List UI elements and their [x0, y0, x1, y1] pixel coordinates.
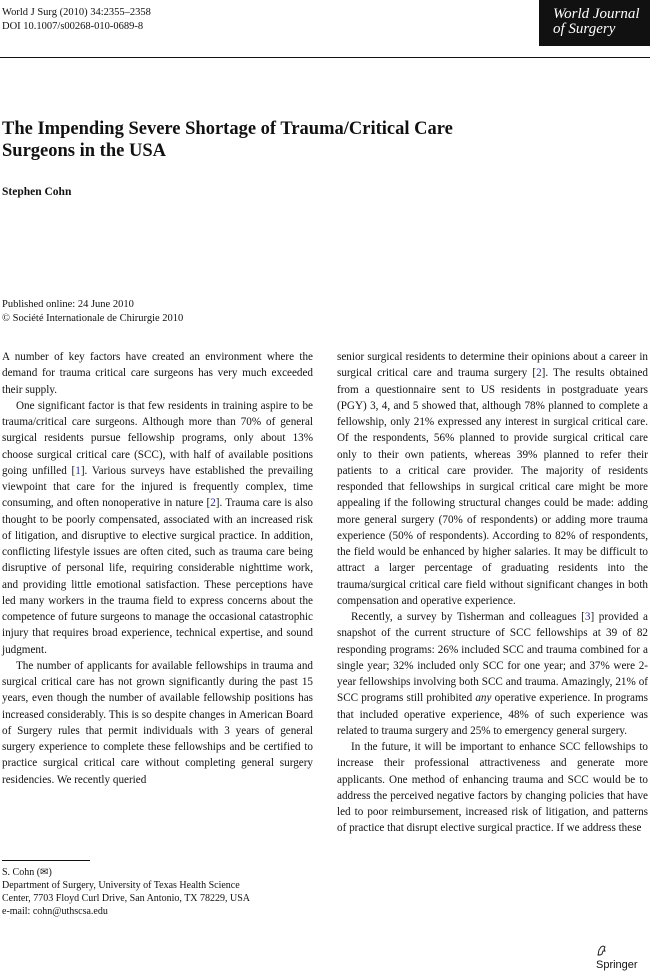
paragraph: The number of applicants for available fellowships in trauma and surgical critical care has not grown significantly during the past 15 years, even though the number of available fellowship positions has increased considerably. This is so despite changes in American Board of Surgery rules that permit individuals with 3 years of general surgery experience to complete these fellowships and be certified to practice surgical critical care without completing general surgery residencies. We recently queried: [2, 659, 313, 786]
horse-logo-icon: [596, 945, 607, 959]
doi: DOI 10.1007/s00268-010-0689-8: [2, 21, 144, 32]
paragraph-text: ]. Various surveys have established the prevailing viewpoint that care for the injured is frequently complex, time consuming, and often nonoperative in nature [: [2, 464, 314, 510]
body-column-right: [337, 349, 648, 837]
author-affiliation: [2, 866, 250, 918]
logo-line-2: of Surgery: [553, 21, 616, 37]
affiliation-dept: Department of Surgery, University of Texas Health Science: [2, 880, 240, 891]
logo-line-1: World Journal: [553, 6, 640, 22]
reference-link[interactable]: 1: [75, 464, 81, 477]
journal-citation: World J Surg (2010) 34:2355–2358: [2, 7, 151, 18]
header-divider: [0, 57, 650, 58]
reference-link[interactable]: 2: [536, 367, 542, 380]
paragraph: [2, 398, 313, 658]
reference-link[interactable]: 3: [584, 611, 591, 623]
paragraph-text: Recently, a survey by Tisherman and colleagues [: [351, 611, 585, 623]
body-column-left: [2, 349, 313, 788]
copyright: © Société Internationale de Chirurgie 2010: [2, 313, 184, 324]
published-date: Published online: 24 June 2010: [2, 299, 134, 310]
publication-info: [2, 298, 183, 326]
paragraph: [337, 349, 648, 609]
affiliation-email[interactable]: e-mail: cohn@uthscsa.edu: [2, 906, 108, 917]
paragraph: [337, 609, 648, 739]
paragraph-text: ]. The results obtained from a questionnaire sent to US residents in postgraduate years (PGY) 3, 4, and 5 showed that, although 78% planned to complete a fellowship, only 21% expressed any interest in surgical critical care. Of the respondents, 56% planned to provide surgical critical care only to their own patients, whereas 39% planned to refer their patients to a critical care provider. The majority of residents responded that fellowships in surgical critical care might be more appealing if the following structural changes could be made: adding more general surgery (70% of respondents) or adding more trauma experience (50% of respondents). According to 82% of respondents, the field would be enhanced by higher salaries. It may be difficult to attract a larger percentage of graduating residents into the trauma/surgical critical care field without significant changes in both compensation and operative experience.: [337, 367, 648, 607]
title-line-2: Surgeons in the USA: [2, 141, 166, 161]
paragraph: In the future, it will be important to enhance SCC fellowships to increase their professional attractiveness and generate more applicants. One method of enhancing trauma and SCC would be to address the perceived negative factors by changing policies that have led to poor reimbursement, increased risk of litigation, and patterns of practice that disrupt elective surgical practice. If we address these: [337, 741, 648, 835]
reference-link[interactable]: 2: [210, 497, 216, 510]
footnote-divider: [2, 860, 90, 861]
paragraph-text: operative experience. In programs that included operative experience, 48% of such experience was related to trauma surgery and 25% to emergency general surgery.: [337, 692, 648, 737]
publisher-mark: [596, 945, 650, 971]
publisher-name: Springer: [596, 959, 638, 971]
journal-header: [2, 6, 151, 34]
journal-logo: [539, 0, 650, 46]
paragraph-text: One significant factor is that few residents in training aspire to be trauma/critical care surgeons. Although more than 70% of general surgical residents pursue fellowship programs, only about 13% choose surgical critical care (SCC), with half of available positions going unfilled [: [2, 399, 313, 477]
paragraph: A number of key factors have created an environment where the demand for trauma critical care surgeons has very much exceeded their supply.: [2, 351, 313, 396]
paragraph-text: ] provided a snapshot of the current structure of SCC fellowships at 39 of 82 responding programs: 26% included SCC and trauma combined for a single year; 32% included only SCC for one year; and 37% were 2-year fellowships involving both SCC and trauma. Amazingly, 21% of SCC programs still prohibited: [337, 611, 648, 705]
title-line-1: The Impending Severe Shortage of Trauma/Critical Care: [2, 119, 453, 139]
emphasis: any: [475, 692, 492, 705]
paragraph-text: ]. Trauma care is also thought to be poorly compensated, associated with an increased risk of litigation, and disruptive to elective surgical practice. In addition, conflicting lifestyle issues are often cited, such as trauma care being disruptive of personal life, requiring considerable nighttime work, and providing little emotional satisfaction. These perceptions have led many workers in the trauma field to express concerns about the competence of future surgeons to manage the occasional catastrophic injury that requires broad experience, technical expertise, and sound judgment.: [2, 497, 314, 656]
affiliation-address: Center, 7703 Floyd Curl Drive, San Antonio, TX 78229, USA: [2, 893, 251, 904]
affiliation-name: S. Cohn (✉): [2, 867, 52, 878]
article-title: [2, 118, 562, 162]
paragraph-text: senior surgical residents to determine their opinions about a career in surgical critical care and trauma surgery [: [337, 351, 648, 380]
author-name: Stephen Cohn: [2, 186, 72, 198]
